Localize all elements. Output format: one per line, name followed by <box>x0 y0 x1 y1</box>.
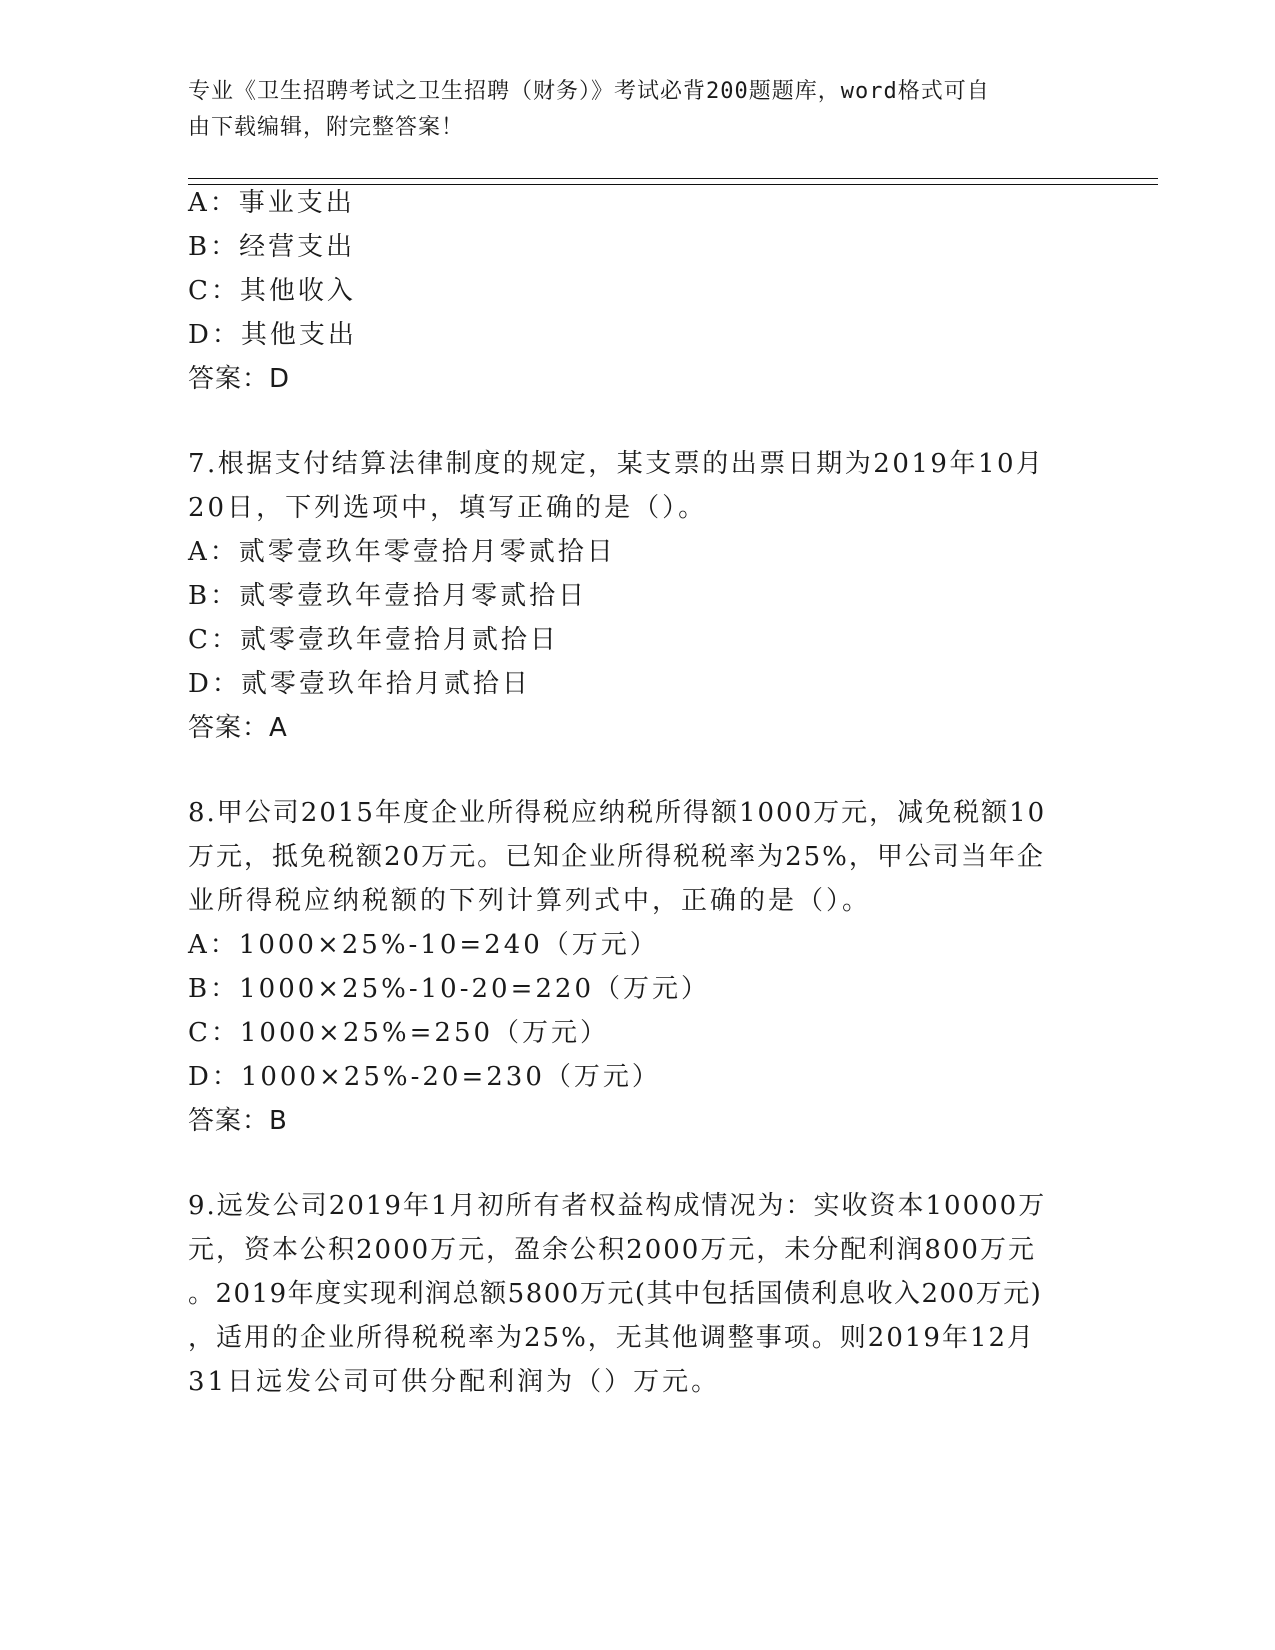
q7-option-a: A：贰零壹玖年零壹拾月零贰拾日 <box>188 537 616 567</box>
q7-option-c: C：贰零壹玖年壹拾月贰拾日 <box>188 625 559 655</box>
q8-option-d: D：1000×25%-20=230（万元） <box>188 1062 661 1092</box>
q8-stem-line-1: 8.甲公司2015年度企业所得税应纳税所得额1000万元，减免税额10 <box>188 798 1047 828</box>
q6-option-a: A：事业支出 <box>188 188 355 218</box>
q9-stem-line-1: 9.远发公司2019年1月初所有者权益构成情况为：实收资本10000万 <box>188 1191 1047 1221</box>
q6-option-d: D：其他支出 <box>188 320 357 350</box>
q8-option-a: A：1000×25%-10=240（万元） <box>188 930 659 960</box>
q8-option-b: B：1000×25%-10-20=220（万元） <box>188 974 710 1004</box>
q8-stem-line-2: 万元，抵免税额20万元。已知企业所得税税率为25%，甲公司当年企 <box>188 842 1045 872</box>
q7-option-b: B：贰零壹玖年壹拾月零贰拾日 <box>188 581 588 611</box>
q9-stem-line-3: 。2019年度实现利润总额5800万元(其中包括国债利息收入200万元) <box>188 1279 1043 1309</box>
q9-stem-line-2: 元，资本公积2000万元，盈余公积2000万元，未分配利润800万元 <box>188 1235 1036 1265</box>
q9-stem-line-5: 31日远发公司可供分配利润为（）万元。 <box>188 1367 721 1397</box>
header-line-1: 专业《卫生招聘考试之卫生招聘（财务）》考试必背200题题库，word格式可自 <box>188 79 990 104</box>
q8-answer: 答案：B <box>188 1106 288 1136</box>
document-header <box>188 74 1068 146</box>
q7-stem-line-2: 20日，下列选项中，填写正确的是（）。 <box>188 493 708 523</box>
q7-stem-line-1: 7.根据支付结算法律制度的规定，某支票的出票日期为2019年10月 <box>188 449 1045 479</box>
q6-answer: 答案：D <box>188 364 291 394</box>
q7-answer: 答案：A <box>188 713 288 743</box>
q6-option-c: C：其他收入 <box>188 276 356 306</box>
q8-stem-line-3: 业所得税应纳税额的下列计算列式中，正确的是（）。 <box>188 886 872 916</box>
header-rule-bottom <box>188 184 1158 185</box>
q8-option-c: C：1000×25%=250（万元） <box>188 1018 610 1048</box>
header-line-2: 由下载编辑，附完整答案！ <box>188 115 465 140</box>
header-rule-top <box>188 178 1158 179</box>
q6-option-b: B：经营支出 <box>188 232 356 262</box>
q9-stem-line-4: ，适用的企业所得税税率为25%，无其他调整事项。则2019年12月 <box>188 1323 1036 1353</box>
q7-option-d: D：贰零壹玖年拾月贰拾日 <box>188 669 531 699</box>
